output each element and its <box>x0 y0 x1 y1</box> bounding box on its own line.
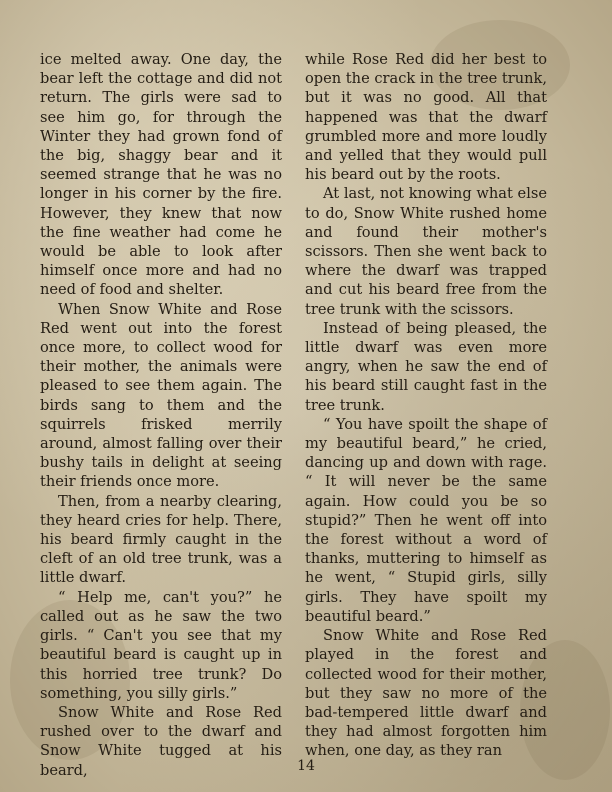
paragraph: “ You have spoilt the shape of my beautiful beard,” he cried, dancing up and down with rage. “ It will never be the same again. How could you be so stupid?” Then he went off into the forest without a word of thanks, muttering to himself as he went, “ Stupid girls, silly girls. They have spoilt my beautiful beard.” <box>305 415 547 625</box>
paragraph: “ Help me, can't you?” he called out as he saw the two girls. “ Can't you see that my beautiful beard is caught up in this horried tree trunk? Do something, you silly girls.” <box>40 588 282 702</box>
text-column-left <box>40 50 282 780</box>
paragraph: At last, not knowing what else to do, Snow White rushed home and found their mother's scissors. Then she went back to where the dwarf was trapped and cut his beard free from the tree trunk with the scissors. <box>305 185 547 318</box>
paragraph: When Snow White and Rose Red went out into the forest once more, to collect wood for their mother, the animals were pleased to see them again. The birds sang to them and the squirrels frisked merrily around, almost falling over their bushy tails in delight at seeing their friends once more. <box>40 300 282 491</box>
paragraph: Instead of being pleased, the little dwarf was even more angry, when he saw the end of his beard still caught fast in the tree trunk. <box>305 319 547 414</box>
paragraph: Snow White and Rose Red rushed over to the dwarf and Snow White tugged at his beard, <box>40 703 282 779</box>
text-column-right <box>305 50 547 761</box>
paragraph: ice melted away. One day, the bear left the cottage and did not return. The girls were sad to see him go, for through the Winter they had grown fond of the big, shaggy bear and it seemed strange that he was no longer in his corner by the fire. However, they knew that now the fine weather had come he would be able to look after himself once more and had no need of food and shelter. <box>40 51 282 299</box>
paragraph: Then, from a nearby clearing, they heard cries for help. There, his beard firmly caught in the cleft of an old tree trunk, was a little dwarf. <box>40 492 282 587</box>
paragraph: Snow White and Rose Red played in the forest and collected wood for their mother, but they saw no more of the bad-tempered little dwarf and they had almost forgotten him when, one day, as they ran <box>305 627 547 760</box>
page-number: 14 <box>297 758 315 774</box>
paragraph: while Rose Red did her best to open the crack in the tree trunk, but it was no good. All that happened was that the dwarf grumbled more and more loudly and yelled that they would pull his beard out by the roots. <box>305 51 547 184</box>
